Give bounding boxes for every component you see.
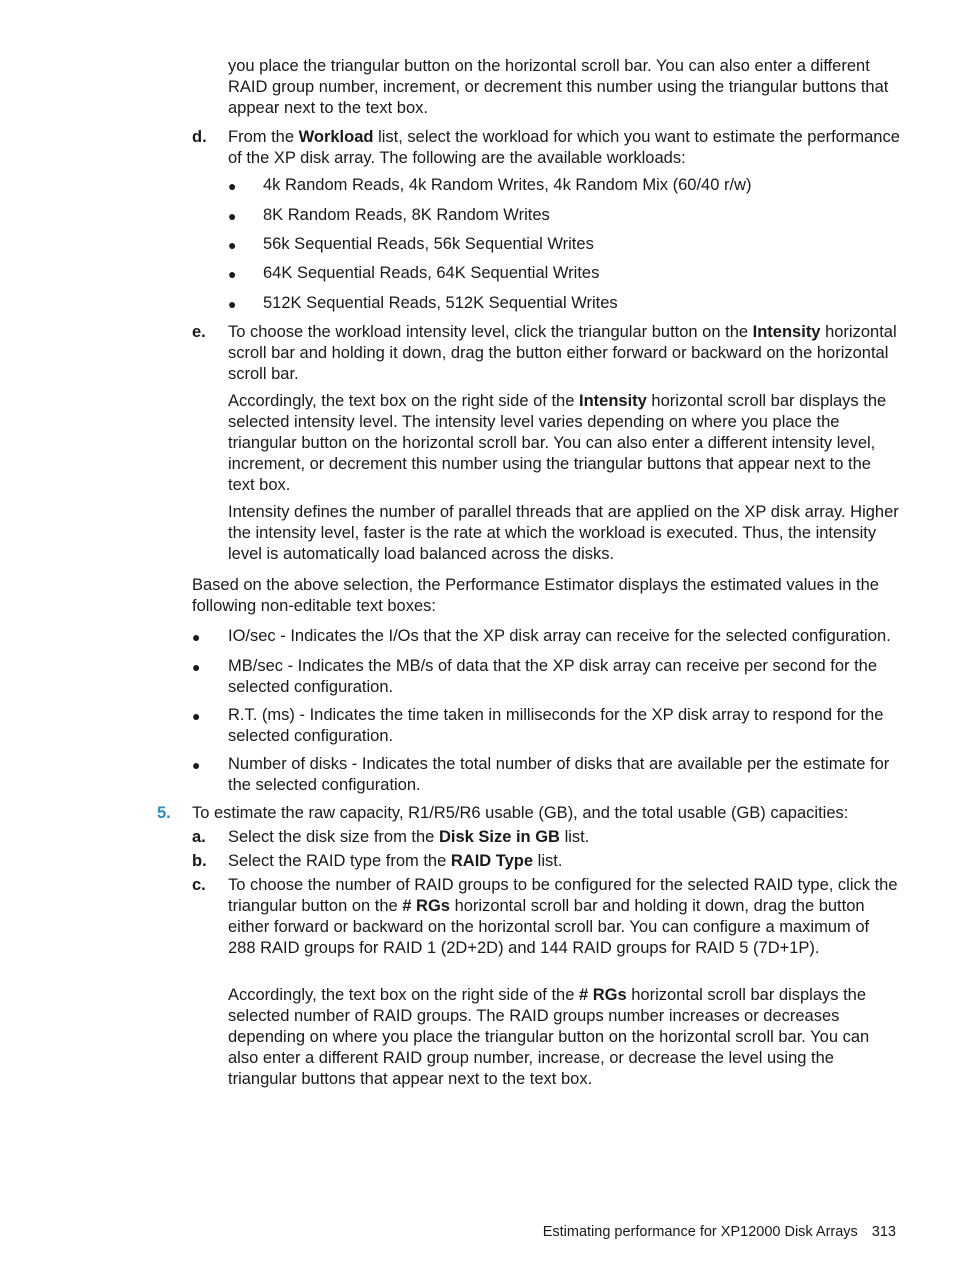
intensity-term: Intensity	[752, 323, 821, 341]
step-e-paragraph-3: Intensity defines the number of parallel threads that are applied on the XP disk array. Higher the intensity level, faster is the rate at which the workload is executed. Thus, the intensity level is automatically load balanced across the disks.	[228, 503, 899, 563]
bullet-icon: ●	[192, 629, 201, 645]
based-on-paragraph: Based on the above selection, the Performance Estimator displays the estimated values in the following non-editable text boxes:	[192, 576, 879, 615]
workload-item: 512K Sequential Reads, 512K Sequential Writes	[263, 294, 618, 312]
bullet-icon: ●	[228, 266, 237, 282]
workload-item: 64K Sequential Reads, 64K Sequential Writes	[263, 264, 600, 282]
output-item: R.T. (ms) - Indicates the time taken in milliseconds for the XP disk array to respond for the selected configuration.	[228, 706, 884, 745]
output-item: MB/sec - Indicates the MB/s of data that the XP disk array can receive per second for the selected configuration.	[228, 657, 878, 696]
step-e-label: e.	[192, 323, 206, 341]
step-e-paragraph-2: Accordingly, the text box on the right side of the Intensity horizontal scroll bar displays the selected intensity level. The intensity level varies depending on where you place the triangular button on the horizontal scroll bar. You can also enter a different intensity level, increment, or decrement this number using the triangular buttons that appear next to the text box.	[228, 392, 887, 494]
step-5b-label: b.	[192, 852, 207, 870]
output-item: Number of disks - Indicates the total number of disks that are available per the estimate for the selected configuration.	[228, 755, 890, 794]
step-5-number: 5.	[157, 804, 171, 822]
step-5b-text: Select the RAID type from the RAID Type list.	[228, 852, 563, 870]
bullet-icon: ●	[228, 296, 237, 312]
bullet-icon: ●	[228, 208, 237, 224]
intro-paragraph: you place the triangular button on the horizontal scroll bar. You can also enter a different RAID group number, increment, or decrement this number using the triangular buttons that appear next to the text box.	[228, 57, 889, 117]
bullet-icon: ●	[192, 757, 201, 773]
bullet-icon: ●	[228, 237, 237, 253]
intensity-term: Intensity	[578, 392, 647, 410]
output-item: IO/sec - Indicates the I/Os that the XP disk array can receive for the selected configuration.	[228, 627, 891, 645]
page-footer	[543, 1222, 896, 1243]
rgs-term: # RGs	[578, 986, 627, 1004]
step-5-text: To estimate the raw capacity, R1/R5/R6 usable (GB), and the total usable (GB) capacities:	[192, 804, 849, 822]
bullet-icon: ●	[192, 708, 201, 724]
step-e-paragraph-1: To choose the workload intensity level, click the triangular button on the Intensity horizontal scroll bar and holding it down, drag the button either forward or backward on the horizontal scroll bar.	[228, 323, 897, 383]
step-5a-text: Select the disk size from the Disk Size in GB list.	[228, 828, 590, 846]
step-5c-paragraph-1: To choose the number of RAID groups to be configured for the selected RAID type, click the triangular button on the # RGs horizontal scroll bar and holding it down, drag the button either forward or backward on the horizontal scroll bar. You can configure a maximum of 288 RAID groups for RAID 1 (2D+2D) and 144 RAID groups for RAID 5 (7D+1P).	[228, 876, 898, 957]
page-number: 313	[871, 1224, 896, 1240]
bullet-icon: ●	[228, 178, 237, 194]
workload-item: 8K Random Reads, 8K Random Writes	[263, 206, 550, 224]
step-d-label: d.	[192, 128, 207, 146]
raid-type-term: RAID Type	[450, 852, 534, 870]
workload-term: Workload	[298, 128, 374, 146]
step-d-text: From the Workload list, select the workload for which you want to estimate the performance of the XP disk array. The following are the available workloads:	[228, 128, 900, 167]
workload-item: 56k Sequential Reads, 56k Sequential Writes	[263, 235, 594, 253]
step-5c-paragraph-2: Accordingly, the text box on the right side of the # RGs horizontal scroll bar displays the selected number of RAID groups. The RAID groups number increases or decreases depending on where you place the triangular button on the horizontal scroll bar. You can also enter a different RAID group number, increase, or decrease the level using the triangular buttons that appear next to the text box.	[228, 986, 870, 1088]
step-5c-label: c.	[192, 876, 206, 894]
workload-item: 4k Random Reads, 4k Random Writes, 4k Random Mix (60/40 r/w)	[263, 176, 752, 194]
rgs-term: # RGs	[402, 897, 450, 915]
footer-title: Estimating performance for XP12000 Disk Arrays	[542, 1224, 858, 1240]
disk-size-term: Disk Size in GB	[438, 828, 560, 846]
step-5a-label: a.	[192, 828, 206, 846]
bullet-icon: ●	[192, 659, 201, 675]
